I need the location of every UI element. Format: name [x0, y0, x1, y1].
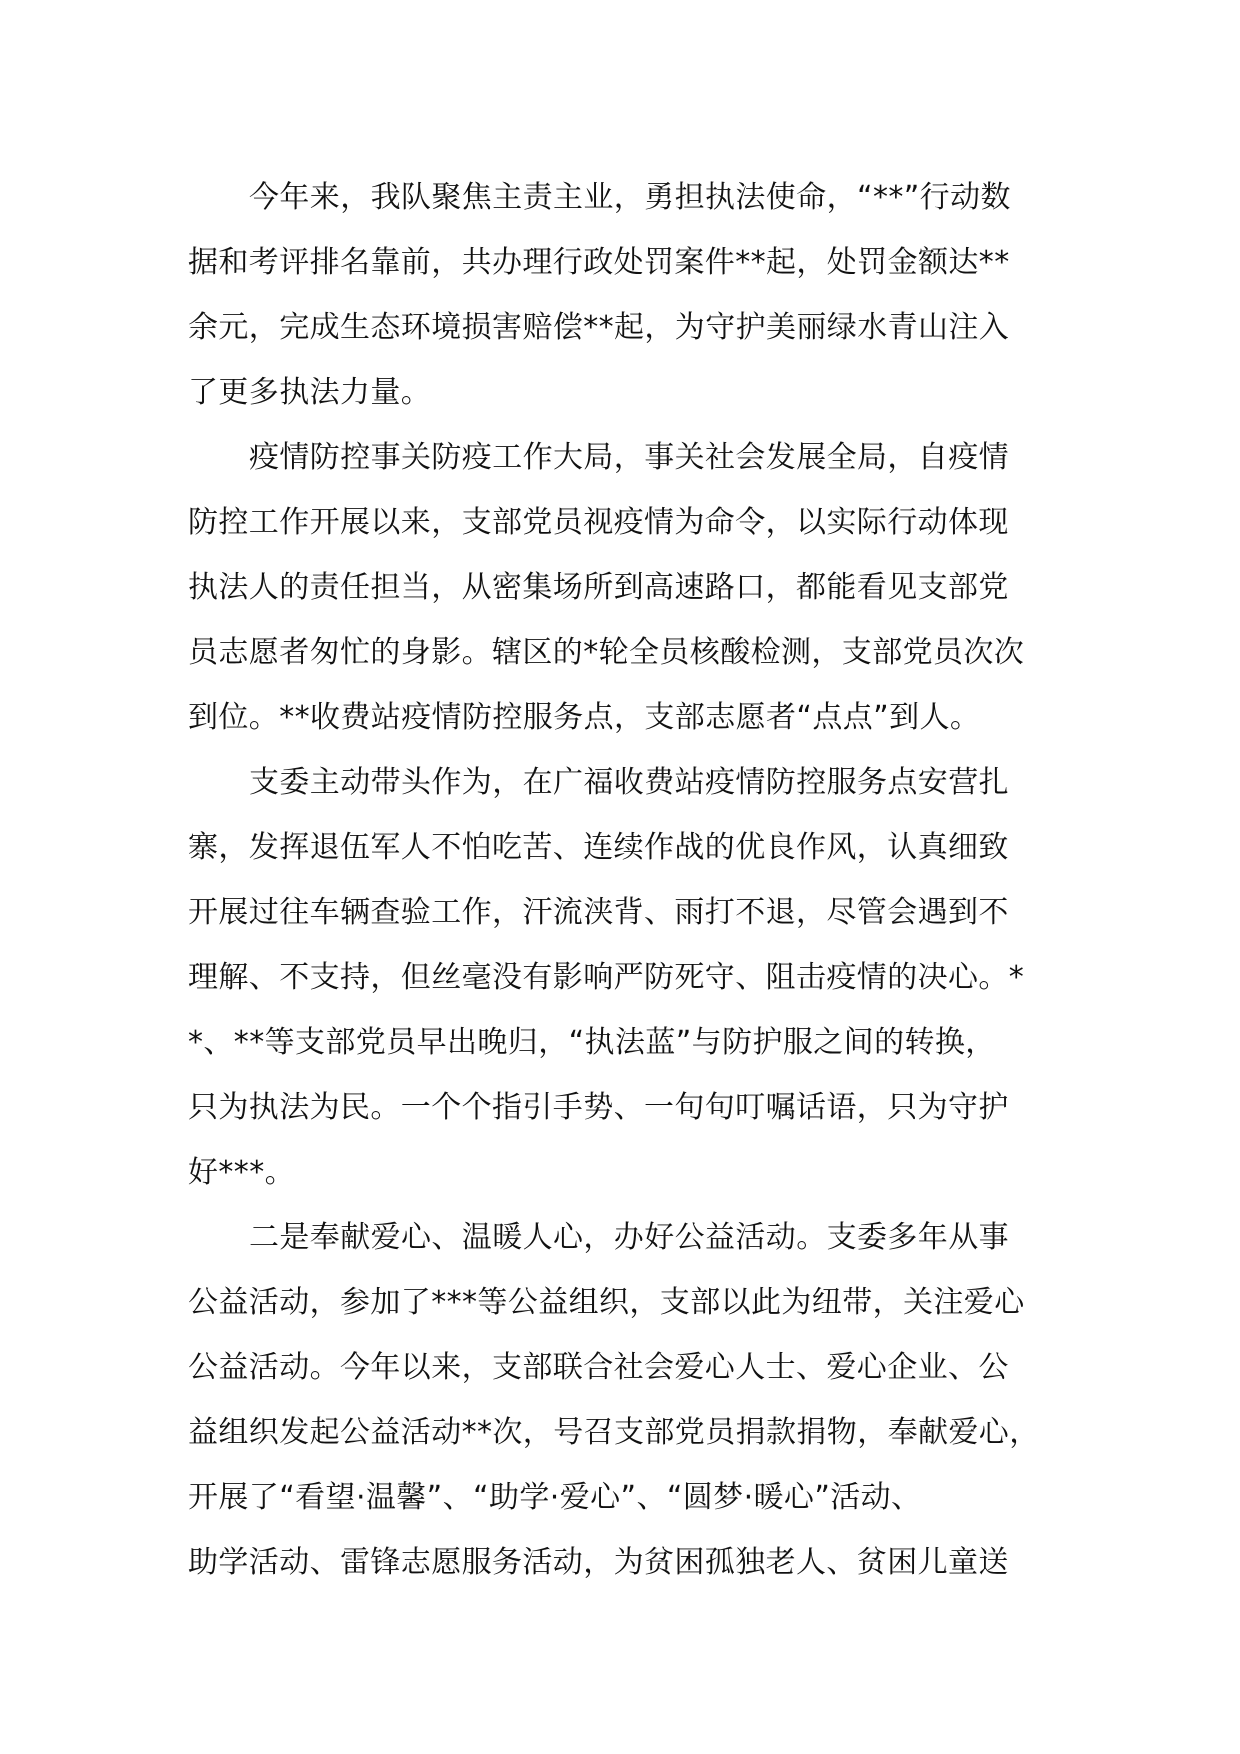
paragraph-line: 助学活动、雷锋志愿服务活动，为贫困孤独老人、贫困儿童送 [188, 1545, 1009, 1580]
paragraph-enforcement-summary [188, 165, 1058, 425]
paragraph-line: 二是奉献爱心、温暖人心，办好公益活动。支委多年从事 [249, 1220, 1009, 1255]
paragraph-line: 好***。 [188, 1155, 295, 1190]
paragraph-line: 今年来，我队聚焦主责主业，勇担执法使命，“**”行动数 [249, 180, 1011, 215]
paragraph-line: 开展过往车辆查验工作，汗流浃背、雨打不退，尽管会遇到不 [188, 895, 1009, 930]
paragraph-line: 执法人的责任担当，从密集场所到高速路口，都能看见支部党 [188, 570, 1009, 605]
paragraph-line: 开展了“看望·温馨”、“助学·爱心”、“圆梦·暖心”活动、 [188, 1480, 922, 1515]
paragraph-line: *、**等支部党员早出晚归，“执法蓝”与防护服之间的转换， [188, 1025, 996, 1060]
paragraph-line: 防控工作开展以来，支部党员视疫情为命令，以实际行动体现 [188, 505, 1009, 540]
paragraph-line: 理解、不支持，但丝毫没有影响严防死守、阻击疫情的决心。* [188, 960, 1025, 995]
paragraph-committee-leadership [188, 750, 1058, 1205]
paragraph-public-welfare [188, 1205, 1058, 1595]
paragraph-line: 到位。**收费站疫情防控服务点，支部志愿者“点点”到人。 [188, 700, 981, 735]
paragraph-line: 支委主动带头作为，在广福收费站疫情防控服务点安营扎 [249, 765, 1009, 800]
paragraph-epidemic-prevention [188, 425, 1058, 750]
paragraph-line: 疫情防控事关防疫工作大局，事关社会发展全局，自疫情 [249, 440, 1009, 475]
paragraph-line: 公益活动。今年以来，支部联合社会爱心人士、爱心企业、公 [188, 1350, 1009, 1385]
paragraph-line: 公益活动，参加了***等公益组织，支部以此为纽带，关注爱心 [188, 1285, 1025, 1320]
paragraph-line: 了更多执法力量。 [188, 375, 432, 410]
paragraph-line: 余元，完成生态环境损害赔偿**起，为守护美丽绿水青山注入 [188, 310, 1010, 345]
paragraph-line: 寨，发挥退伍军人不怕吃苦、连续作战的优良作风，认真细致 [188, 830, 1009, 865]
paragraph-line: 据和考评排名靠前，共办理行政处罚案件**起，处罚金额达** [188, 245, 1010, 280]
paragraph-line: 员志愿者匆忙的身影。辖区的*轮全员核酸检测，支部党员次次 [188, 635, 1025, 670]
document-body [188, 165, 1058, 1595]
paragraph-line: 益组织发起公益活动**次，号召支部党员捐款捐物，奉献爱心， [188, 1415, 1040, 1450]
paragraph-line: 只为执法为民。一个个指引手势、一句句叮嘱话语，只为守护 [188, 1090, 1009, 1125]
